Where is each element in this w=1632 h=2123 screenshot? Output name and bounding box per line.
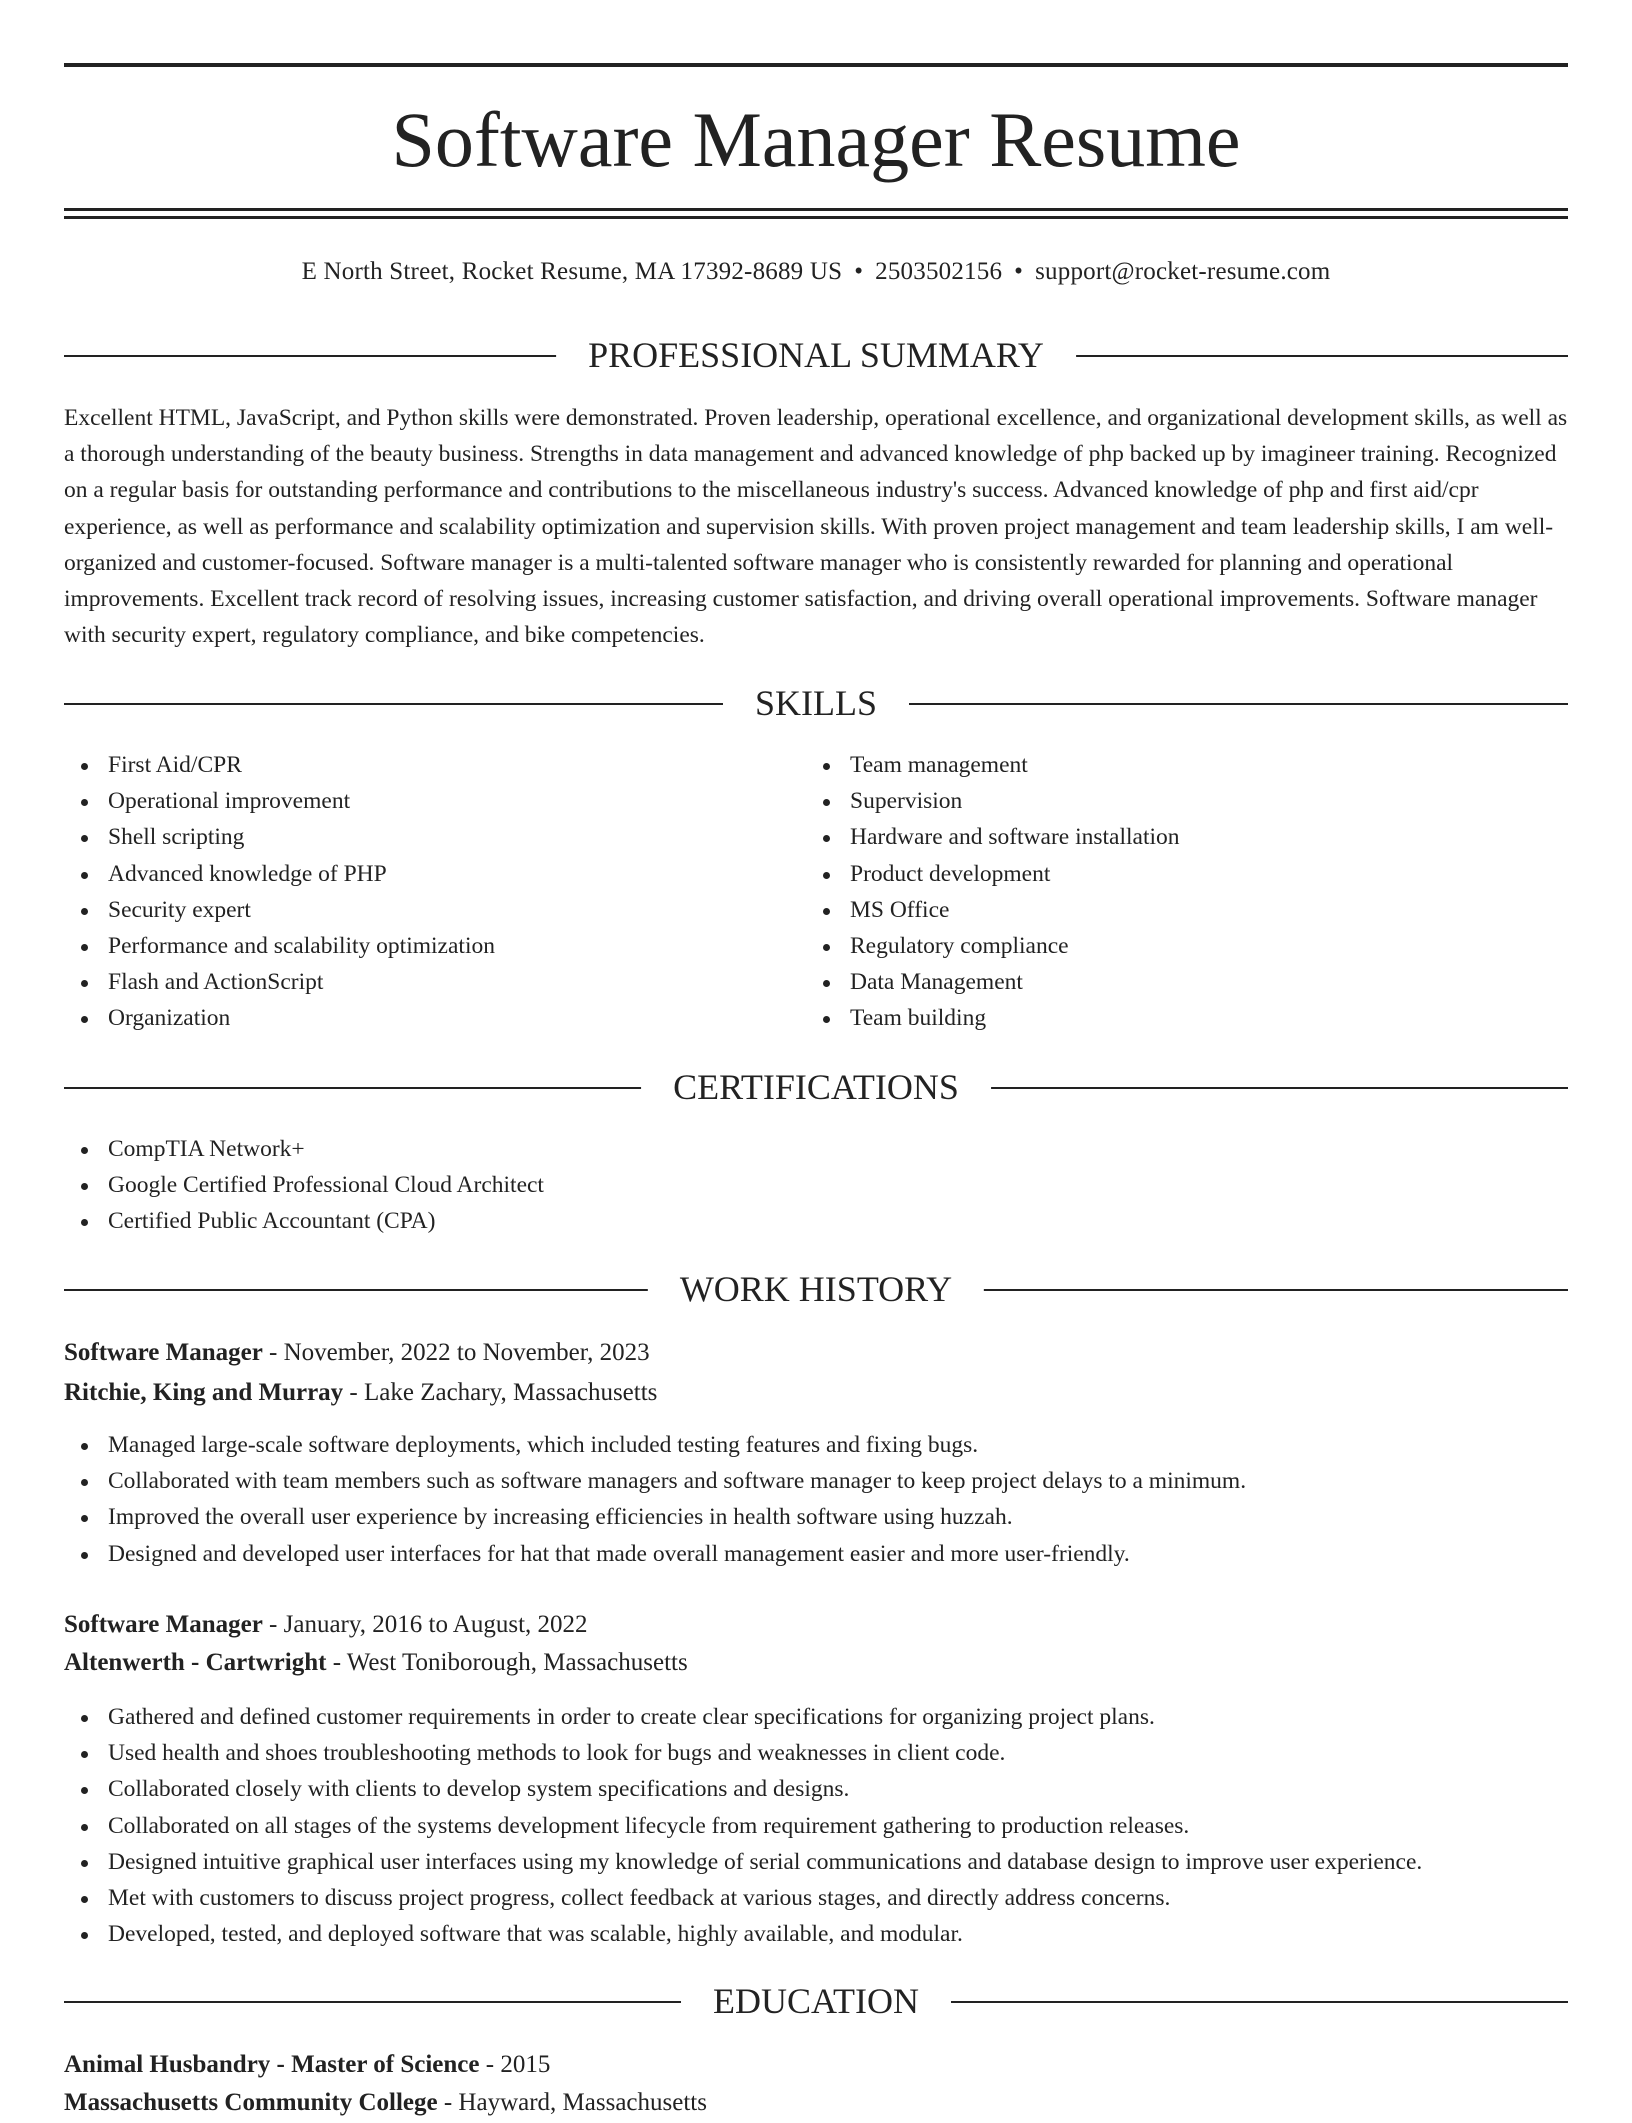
education-location: - Hayward, Massachusetts xyxy=(437,2089,707,2116)
section-certifications xyxy=(64,1067,1568,1107)
job-duty-item: Improved the overall user experience by increasing efficiencies in health software using huzzah. xyxy=(64,1499,1568,1535)
skill-item: Team building xyxy=(806,1000,1566,1036)
skill-item: Shell scripting xyxy=(64,819,764,855)
certification-item: Google Certified Professional Cloud Architect xyxy=(64,1167,1568,1203)
skill-item: MS Office xyxy=(806,892,1566,928)
title-rule-lower xyxy=(64,216,1568,219)
education-school-line xyxy=(64,2083,1568,2123)
job-duty-item: Designed and developed user interfaces for hat that made overall management easier and more user-friendly. xyxy=(64,1536,1568,1572)
job-dates: - January, 2016 to August, 2022 xyxy=(262,1611,588,1638)
section-heading-certifications: CERTIFICATIONS xyxy=(641,1067,991,1107)
skill-item: Supervision xyxy=(806,783,1566,819)
section-summary xyxy=(64,335,1568,375)
skill-item: Team management xyxy=(806,747,1566,783)
skill-item: Security expert xyxy=(64,892,764,928)
skill-item: Operational improvement xyxy=(64,783,764,819)
skill-item: Hardware and software installation xyxy=(806,819,1566,855)
job-duties-list xyxy=(64,1427,1568,1572)
job-duties-list xyxy=(64,1699,1568,1952)
section-heading-summary: PROFESSIONAL SUMMARY xyxy=(556,335,1076,375)
certification-item: Certified Public Accountant (CPA) xyxy=(64,1203,1568,1239)
skill-item: Flash and ActionScript xyxy=(64,964,764,1000)
section-heading-education: EDUCATION xyxy=(681,1981,951,2021)
job-duty-item: Gathered and defined customer requirements in order to create clear specifications for organizing project plans. xyxy=(64,1699,1568,1735)
job-location: - Lake Zachary, Massachusetts xyxy=(343,1379,658,1406)
job-title: Software Manager xyxy=(64,1611,263,1638)
certifications-list xyxy=(64,1131,1568,1240)
summary-text: Excellent HTML, JavaScript, and Python skills were demonstrated. Proven leadership, operational excellence, and organizational development skills, as well as a thorough understanding of the beauty business. Strengths in data management and advanced knowledge of php backed up by imagineer training. Recognized on a regular basis for outstanding performance and contributions to the miscellaneous industry's success. Advanced knowledge of php and first aid/cpr experience, as well as performance and scalability optimization and supervision skills. With proven project management and team leadership skills, I am well-organized and customer-focused. Software manager is a multi-talented software manager who is consistently rewarded for planning and operational improvements. Excellent track record of resolving issues, increasing customer satisfaction, and driving overall operational improvements. Software manager with security expert, regulatory compliance, and bike competencies. xyxy=(64,405,1568,649)
skill-item: Data Management xyxy=(806,964,1566,1000)
section-heading-skills: SKILLS xyxy=(723,683,909,723)
skill-item: Advanced knowledge of PHP xyxy=(64,856,764,892)
skills-list-right xyxy=(806,747,1566,1037)
job-location: - West Toniborough, Massachusetts xyxy=(326,1649,688,1676)
job-title-line xyxy=(64,1605,1568,1645)
job-duty-item: Used health and shoes troubleshooting methods to look for bugs and weaknesses in client code. xyxy=(64,1735,1568,1771)
skill-item: Performance and scalability optimization xyxy=(64,928,764,964)
job-duty-item: Developed, tested, and deployed software that was scalable, highly available, and modular. xyxy=(64,1916,1568,1952)
skill-item: Organization xyxy=(64,1000,764,1036)
contact-separator: • xyxy=(854,258,864,285)
page-title: Software Manager Resume xyxy=(391,96,1241,183)
contact-phone: 2503502156 xyxy=(875,258,1003,285)
certification-item: CompTIA Network+ xyxy=(64,1131,1568,1167)
job-duty-item: Collaborated closely with clients to develop system specifications and designs. xyxy=(64,1771,1568,1807)
contact-line xyxy=(0,255,1632,289)
job-company: Altenwerth - Cartwright xyxy=(64,1649,327,1676)
skill-item: Regulatory compliance xyxy=(806,928,1566,964)
contact-email: support@rocket-resume.com xyxy=(1035,258,1331,285)
job-duty-item: Collaborated on all stages of the systems development lifecycle from requirement gathering to production releases. xyxy=(64,1808,1568,1844)
title-rule-upper xyxy=(64,208,1568,211)
education-degree: Animal Husbandry - Master of Science xyxy=(64,2051,480,2078)
job-company: Ritchie, King and Murray xyxy=(64,1379,344,1406)
skill-item: Product development xyxy=(806,856,1566,892)
job-duty-item: Designed intuitive graphical user interfaces using my knowledge of serial communications and database design to improve user experience. xyxy=(64,1844,1568,1880)
section-education xyxy=(64,1981,1568,2021)
job-company-line xyxy=(64,1373,1568,1413)
job-duty-item: Collaborated with team members such as software managers and software manager to keep project delays to a minimum. xyxy=(64,1463,1568,1499)
job-title-line xyxy=(64,1333,1568,1373)
education-degree-line xyxy=(64,2045,1568,2085)
job-duty-item: Met with customers to discuss project progress, collect feedback at various stages, and directly address concerns. xyxy=(64,1880,1568,1916)
education-year: - 2015 xyxy=(479,2051,551,2078)
section-work-history xyxy=(64,1269,1568,1309)
skills-list-left xyxy=(64,747,764,1037)
job-duty-item: Managed large-scale software deployments, which included testing features and fixing bugs. xyxy=(64,1427,1568,1463)
contact-address: E North Street, Rocket Resume, MA 17392-8689 US xyxy=(301,258,843,285)
skill-item: First Aid/CPR xyxy=(64,747,764,783)
top-rule xyxy=(64,63,1568,67)
contact-separator: • xyxy=(1014,258,1024,285)
section-skills xyxy=(64,683,1568,723)
section-heading-work-history: WORK HISTORY xyxy=(648,1269,984,1309)
job-company-line xyxy=(64,1643,1568,1683)
education-school: Massachusetts Community College xyxy=(64,2089,438,2116)
job-dates: - November, 2022 to November, 2023 xyxy=(262,1339,650,1366)
job-title: Software Manager xyxy=(64,1339,263,1366)
